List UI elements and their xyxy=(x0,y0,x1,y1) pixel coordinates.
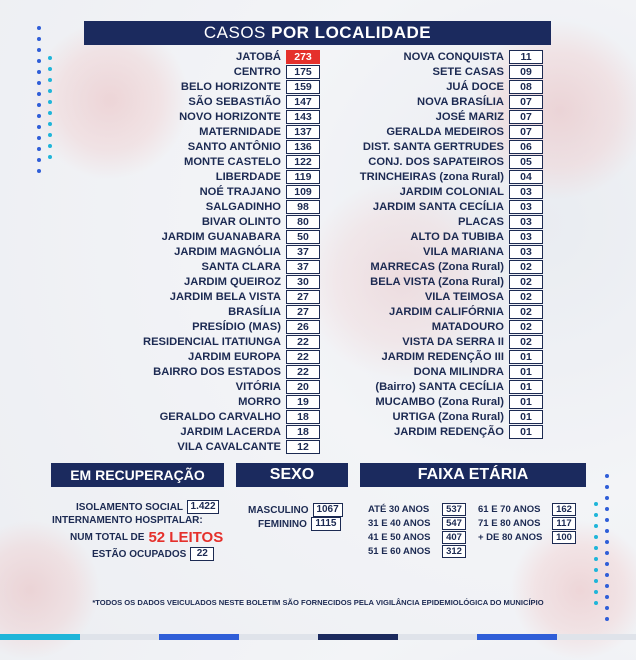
locality-row xyxy=(280,409,543,424)
faixa-value: 547 xyxy=(442,517,466,530)
locality-case-count: 01 xyxy=(509,380,543,394)
faixa-label: 51 E 60 ANOS xyxy=(368,545,431,557)
locality-name: NOVO HORIZONTE xyxy=(179,110,281,123)
locality-case-count: 27 xyxy=(286,305,320,319)
locality-case-count: 03 xyxy=(509,185,543,199)
locality-case-count: 80 xyxy=(286,215,320,229)
faixa-header: FAIXA ETÁRIA xyxy=(360,463,586,487)
locality-name: JARDIM CALIFÓRNIA xyxy=(389,305,504,318)
title-light: CASOS xyxy=(203,23,266,42)
locality-name: SETE CASAS xyxy=(432,65,504,78)
locality-name: BRASÍLIA xyxy=(228,305,281,318)
locality-row xyxy=(280,79,543,94)
locality-name: PRESÍDIO (MAS) xyxy=(192,320,281,333)
isolamento-row xyxy=(76,500,219,514)
locality-case-count: 143 xyxy=(286,110,320,124)
leitos-row xyxy=(70,529,223,546)
locality-row xyxy=(280,229,543,244)
faixa-value: 117 xyxy=(552,517,576,530)
locality-case-count: 109 xyxy=(286,185,320,199)
locality-name: (Bairro) SANTA CECÍLIA xyxy=(375,380,504,393)
locality-case-count: 02 xyxy=(509,320,543,334)
footer-note: *TODOS OS DADOS VEICULADOS NESTE BOLETIM SÃO FORNECIDOS PELA VIGILÂNCIA EPIDEMIOLÓGICA DO MUNICÍPIO xyxy=(92,598,544,607)
ocupados-value: 22 xyxy=(190,547,214,561)
locality-name: JARDIM MAGNÓLIA xyxy=(174,245,281,258)
locality-case-count: 01 xyxy=(509,395,543,409)
locality-name: JARDIM SANTA CECÍLIA xyxy=(372,200,504,213)
faixa-row xyxy=(478,530,576,544)
locality-name: SANTO ANTÔNIO xyxy=(187,140,281,153)
faixa-row xyxy=(478,516,576,530)
locality-row xyxy=(280,259,543,274)
bottom-strip xyxy=(0,634,636,640)
locality-case-count: 09 xyxy=(509,65,543,79)
locality-row xyxy=(280,64,543,79)
locality-name: VISTA DA SERRA II xyxy=(402,335,504,348)
locality-name: BIVAR OLINTO xyxy=(201,215,281,228)
decorative-dots xyxy=(37,26,41,173)
locality-case-count: 22 xyxy=(286,335,320,349)
locality-name: DIST. SANTA GERTRUDES xyxy=(362,140,504,153)
locality-name: JARDIM BELA VISTA xyxy=(169,290,281,303)
locality-name: VILA TEIMOSA xyxy=(424,290,504,303)
locality-name: DONA MILINDRA xyxy=(413,365,504,378)
locality-case-count: 27 xyxy=(286,290,320,304)
locality-case-count: 98 xyxy=(286,200,320,214)
locality-case-count: 01 xyxy=(509,425,543,439)
locality-row xyxy=(280,184,543,199)
locality-row xyxy=(280,139,543,154)
locality-row xyxy=(280,169,543,184)
locality-name: VILA CAVALCANTE xyxy=(177,440,281,453)
locality-case-count: 03 xyxy=(509,245,543,259)
sexo-header: SEXO xyxy=(236,463,348,487)
locality-name: VILA MARIANA xyxy=(423,245,504,258)
locality-name: RESIDENCIAL ITATIUNGA xyxy=(143,335,281,348)
locality-name: JARDIM LACERDA xyxy=(180,425,281,438)
masculino-value: 1067 xyxy=(313,503,343,517)
internamento-label: INTERNAMENTO HOSPITALAR: xyxy=(52,515,203,526)
locality-name: CENTRO xyxy=(233,65,281,78)
locality-name: BAIRRO DOS ESTADOS xyxy=(153,365,281,378)
locality-case-count: 119 xyxy=(286,170,320,184)
locality-case-count: 20 xyxy=(286,380,320,394)
faixa-row xyxy=(478,502,576,516)
locality-case-count: 11 xyxy=(509,50,543,64)
locality-case-count: 07 xyxy=(509,125,543,139)
masculino-row xyxy=(248,503,343,517)
isolamento-value: 1.422 xyxy=(187,500,219,514)
locality-case-count: 01 xyxy=(509,350,543,364)
page-title xyxy=(84,21,551,45)
locality-case-count: 19 xyxy=(286,395,320,409)
locality-name: JUÁ DOCE xyxy=(446,80,504,93)
locality-row xyxy=(88,439,320,454)
locality-name: CONJ. DOS SAPATEIROS xyxy=(368,155,504,168)
locality-case-count: 03 xyxy=(509,230,543,244)
locality-case-count: 04 xyxy=(509,170,543,184)
faixa-row xyxy=(368,544,466,558)
ocupados-label: ESTÃO OCUPADOS xyxy=(92,548,187,560)
faixa-value: 100 xyxy=(552,531,576,544)
faixa-row xyxy=(368,502,466,516)
locality-case-count: 03 xyxy=(509,200,543,214)
faixa-list-left xyxy=(368,502,466,558)
locality-name: JARDIM REDENÇÃO xyxy=(393,425,504,438)
locality-case-count: 02 xyxy=(509,260,543,274)
locality-name: SANTA CLARA xyxy=(201,260,281,273)
decorative-dots xyxy=(594,502,598,605)
locality-case-count: 37 xyxy=(286,260,320,274)
faixa-value: 162 xyxy=(552,503,576,516)
locality-row xyxy=(280,349,543,364)
ocupados-row xyxy=(92,547,214,561)
faixa-list-right xyxy=(478,502,576,544)
locality-row xyxy=(280,274,543,289)
locality-name: ALTO DA TUBIBA xyxy=(410,230,504,243)
locality-case-count: 22 xyxy=(286,350,320,364)
recuperacao-header: EM RECUPERAÇÃO xyxy=(51,463,224,487)
locality-name: TRINCHEIRAS (zona Rural) xyxy=(359,170,504,183)
locality-row xyxy=(280,394,543,409)
locality-case-count: 18 xyxy=(286,410,320,424)
faixa-value: 537 xyxy=(442,503,466,516)
locality-case-count: 07 xyxy=(509,95,543,109)
locality-name: PLACAS xyxy=(458,215,504,228)
locality-case-count: 05 xyxy=(509,155,543,169)
decorative-dots xyxy=(48,56,52,159)
locality-case-count: 26 xyxy=(286,320,320,334)
locality-name: JARDIM EUROPA xyxy=(187,350,281,363)
locality-name: JARDIM COLONIAL xyxy=(399,185,504,198)
locality-row xyxy=(280,334,543,349)
locality-name: GERALDA MEDEIROS xyxy=(386,125,504,138)
faixa-row xyxy=(368,516,466,530)
faixa-label: + DE 80 ANOS xyxy=(478,531,543,543)
locality-name: MORRO xyxy=(238,395,281,408)
locality-case-count: 18 xyxy=(286,425,320,439)
locality-case-count: 22 xyxy=(286,365,320,379)
locality-name: NOVA CONQUISTA xyxy=(403,50,504,63)
locality-case-count: 02 xyxy=(509,335,543,349)
locality-case-count: 02 xyxy=(509,305,543,319)
locality-name: SALGADINHO xyxy=(205,200,281,213)
locality-case-count: 12 xyxy=(286,440,320,454)
locality-row xyxy=(280,109,543,124)
locality-case-count: 30 xyxy=(286,275,320,289)
locality-name: JARDIM GUANABARA xyxy=(161,230,281,243)
leitos-value: 52 LEITOS xyxy=(148,529,224,546)
locality-name: JARDIM REDENÇÃO III xyxy=(381,350,504,363)
locality-row xyxy=(280,94,543,109)
faixa-label: 31 E 40 ANOS xyxy=(368,517,431,529)
locality-case-count: 37 xyxy=(286,245,320,259)
locality-case-count: 03 xyxy=(509,215,543,229)
locality-case-count: 02 xyxy=(509,290,543,304)
title-bold: POR LOCALIDADE xyxy=(271,23,432,42)
locality-case-count: 175 xyxy=(286,65,320,79)
locality-row xyxy=(280,244,543,259)
locality-name: JOSÉ MARIZ xyxy=(435,110,504,123)
locality-name: MARRECAS (Zona Rural) xyxy=(370,260,504,273)
locality-name: MONTE CASTELO xyxy=(184,155,281,168)
faixa-value: 312 xyxy=(442,545,466,558)
faixa-value: 407 xyxy=(442,531,466,544)
internamento-row xyxy=(52,515,203,526)
locality-case-count: 08 xyxy=(509,80,543,94)
locality-row xyxy=(280,379,543,394)
feminino-row xyxy=(258,517,341,531)
locality-row xyxy=(280,289,543,304)
locality-list-right xyxy=(280,49,543,439)
locality-name: BELA VISTA (Zona Rural) xyxy=(370,275,504,288)
locality-row xyxy=(280,214,543,229)
locality-row xyxy=(280,124,543,139)
feminino-label: FEMININO xyxy=(258,518,307,530)
locality-name: SÃO SEBASTIÃO xyxy=(188,95,281,108)
faixa-row xyxy=(368,530,466,544)
locality-case-count: 01 xyxy=(509,410,543,424)
locality-name: JARDIM QUEIROZ xyxy=(184,275,281,288)
locality-case-count: 02 xyxy=(509,275,543,289)
masculino-label: MASCULINO xyxy=(248,504,309,516)
faixa-label: ATÉ 30 ANOS xyxy=(368,503,430,515)
locality-case-count: 122 xyxy=(286,155,320,169)
faixa-label: 61 E 70 ANOS xyxy=(478,503,541,515)
locality-case-count: 147 xyxy=(286,95,320,109)
faixa-label: 71 E 80 ANOS xyxy=(478,517,541,529)
locality-case-count: 01 xyxy=(509,365,543,379)
locality-case-count: 06 xyxy=(509,140,543,154)
locality-case-count: 50 xyxy=(286,230,320,244)
locality-row xyxy=(280,364,543,379)
faixa-label: 41 E 50 ANOS xyxy=(368,531,431,543)
locality-name: GERALDO CARVALHO xyxy=(159,410,281,423)
isolamento-label: ISOLAMENTO SOCIAL xyxy=(76,501,184,513)
locality-case-count: 137 xyxy=(286,125,320,139)
locality-case-count: 136 xyxy=(286,140,320,154)
locality-name: VITÓRIA xyxy=(235,380,281,393)
locality-row xyxy=(280,319,543,334)
locality-name: URTIGA (Zona Rural) xyxy=(392,410,504,423)
leitos-label: NUM TOTAL DE xyxy=(70,532,145,543)
locality-name: JATOBÁ xyxy=(236,50,281,63)
locality-row xyxy=(280,154,543,169)
locality-row xyxy=(280,304,543,319)
feminino-value: 1115 xyxy=(311,517,341,531)
locality-name: MATADOURO xyxy=(431,320,504,333)
locality-row xyxy=(280,199,543,214)
locality-row xyxy=(280,424,543,439)
locality-name: BELO HORIZONTE xyxy=(180,80,281,93)
locality-name: MUCAMBO (Zona Rural) xyxy=(375,395,504,408)
locality-name: NOÉ TRAJANO xyxy=(199,185,281,198)
locality-row xyxy=(280,49,543,64)
locality-name: MATERNIDADE xyxy=(199,125,281,138)
locality-case-count: 159 xyxy=(286,80,320,94)
locality-name: NOVA BRASÍLIA xyxy=(416,95,504,108)
locality-case-count: 07 xyxy=(509,110,543,124)
locality-case-count: 273 xyxy=(286,50,320,64)
locality-name: LIBERDADE xyxy=(215,170,281,183)
